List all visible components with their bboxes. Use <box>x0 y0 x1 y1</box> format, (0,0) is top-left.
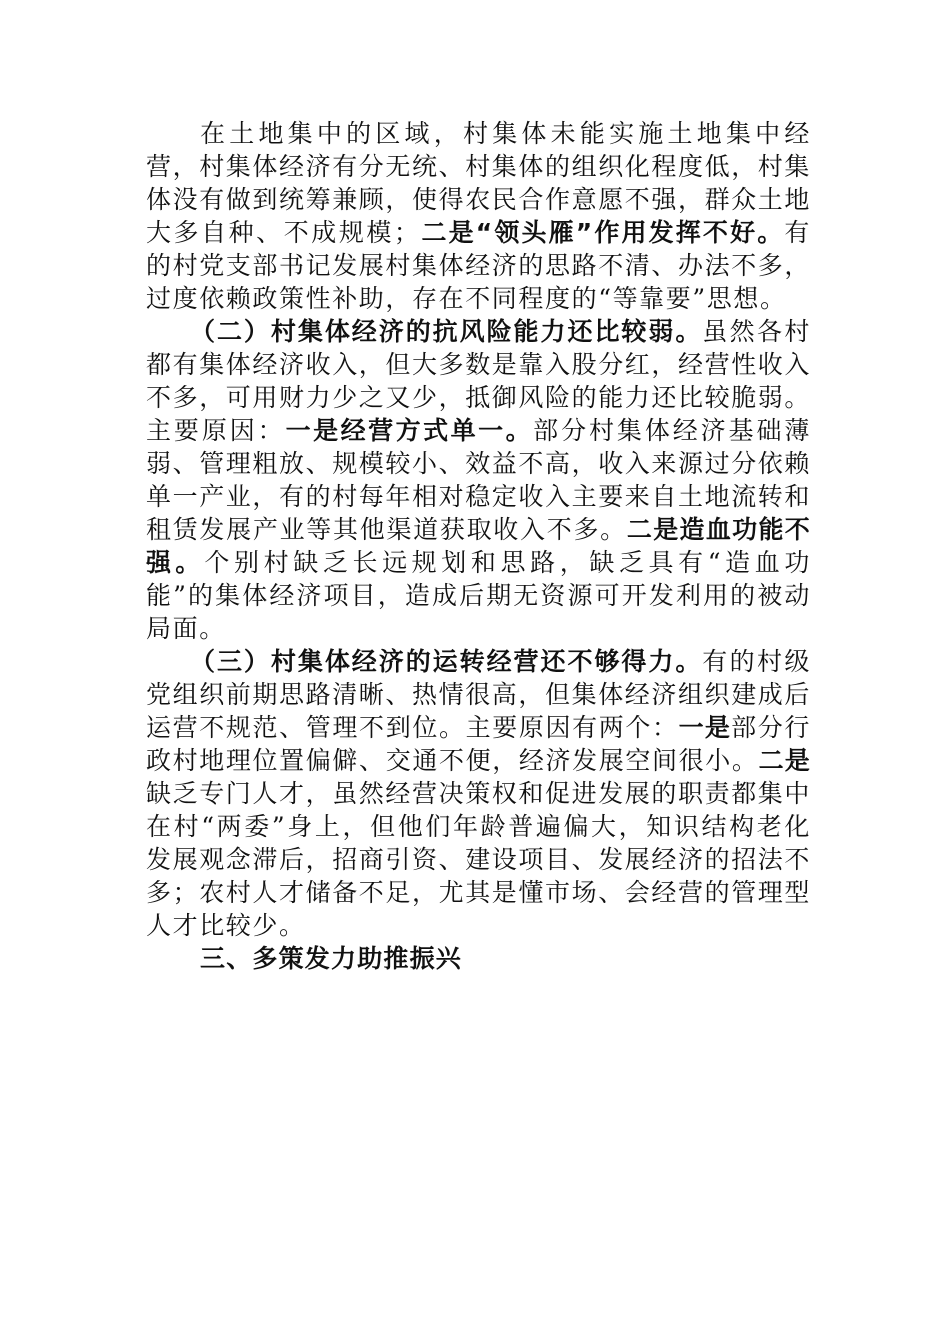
paragraph-1-bold-1: 二是“领头雁”作用发挥不好。 <box>420 218 785 247</box>
paragraph-3-text-2: 部分行政村地理位置偏僻、交通不便，经济发展空间很小。 <box>146 713 811 775</box>
paragraph-1-text-1: 在土地集中的区域，村集体未能实施土地集中经营，村集体经济有分无统、村集体的组织化程度低，村集体没有做到统筹兼顾，使得农民合作意愿不强，群众土地大多自种、不成规模； <box>146 119 812 247</box>
paragraph-2-title: （二）村集体经济的抗风险能力还比较弱。 <box>190 317 703 346</box>
document-body <box>146 117 811 975</box>
paragraph-2-bold-1: 一是经营方式单一。 <box>285 416 534 445</box>
paragraph-3-text-3: 缺乏专门人才，虽然经营决策权和促进发展的职责都集中在村“两委”身上，但他们年龄普遍偏大，知识结构老化发展观念滞后，招商引资、建设项目、发展经济的招法不多；农村人才储备不足，尤其是懂市场、会经营的管理型人才比较少。 <box>146 779 812 940</box>
paragraph-2 <box>146 315 811 645</box>
paragraph-3-text-1: 有的村级党组织前期思路清晰、热情很高，但集体经济组织建成后运营不规范、管理不到位。主要原因有两个： <box>146 647 812 742</box>
paragraph-1-text-2: 有的村党支部书记发展村集体经济的思路不清、办法不多，过度依赖政策性补助，存在不同程度的“等靠要”思想。 <box>146 218 812 313</box>
paragraph-1 <box>146 117 811 315</box>
paragraph-3-bold-2: 二是 <box>758 746 811 775</box>
paragraph-3 <box>146 645 811 942</box>
paragraph-2-text-2: 部分村集体经济基础薄弱、管理粗放、规模较小、效益不高，收入来源过分依赖单一产业，有的村每年相对稳定收入主要来自土地流转和租赁发展产业等其他渠道获取收入不多。 <box>146 416 812 544</box>
paragraph-2-bold-2: 二是造血功能不强。 <box>146 515 811 577</box>
paragraph-3-bold-1: 一是 <box>678 713 732 742</box>
paragraph-2-text-3: 个别村缺乏长远规划和思路，缺乏具有“造血功能”的集体经济项目，造成后期无资源可开发利用的被动局面。 <box>146 548 811 643</box>
paragraph-3-title: （三）村集体经济的运转经营还不够得力。 <box>190 647 703 676</box>
section-heading: 三、多策发力助推振兴 <box>200 944 463 973</box>
paragraph-2-text-1: 虽然各村都有集体经济收入，但大多数是靠入股分红，经营性收入不多，可用财力少之又少，抵御风险的能力还比较脆弱。主要原因： <box>146 317 812 445</box>
